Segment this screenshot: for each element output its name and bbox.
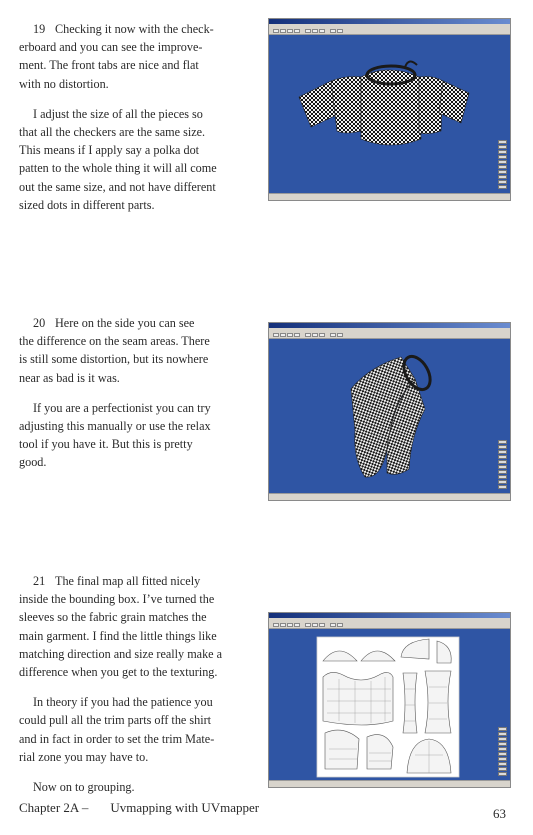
uvmapper-screenshot-checkered-shirt (268, 18, 511, 201)
uv-layout (269, 629, 510, 783)
text-line: The final map all fitted nicely (55, 574, 201, 588)
step-number: 20 (33, 316, 46, 330)
text-line: the difference on the seam areas. There (19, 334, 210, 349)
step-number: 19 (33, 22, 46, 36)
text-line: erboard and you can see the improve- (19, 40, 203, 55)
text-line: main garment. I find the little things like (19, 628, 217, 643)
text-line: If you are a perfectionist you can try (33, 400, 211, 415)
window-toolbar (269, 622, 510, 629)
text-line: rial zone you may have to. (19, 749, 149, 764)
uv-viewport (269, 629, 510, 781)
window-statusbar (269, 193, 510, 200)
text-line: This means if I apply say a polka dot (19, 143, 200, 158)
text-line: out the same size, and not have different (19, 179, 216, 194)
window-statusbar (269, 493, 510, 500)
page-number: 63 (493, 806, 506, 821)
text-line: sleeves so the fabric grain matches the (19, 610, 207, 625)
text-line: good. (19, 455, 47, 470)
step-20-text (19, 314, 259, 484)
text-line: I adjust the size of all the pieces so (33, 106, 203, 121)
text-line: matching direction and size really make a (19, 646, 223, 661)
text-line: patten to the whole thing it will all come (19, 161, 217, 176)
text-line: Now on to grouping. (33, 780, 135, 795)
checkered-shirt-side-model (269, 339, 510, 496)
step-number: 21 (33, 574, 46, 588)
window-toolbar (269, 28, 510, 35)
text-line: and in fact in order to set the trim Mate- (19, 731, 215, 746)
page-footer (19, 800, 259, 816)
uvmapper-screenshot-uv-map (268, 612, 511, 788)
text-line: difference when you get to the texturing. (19, 665, 218, 680)
text-line: sized dots in different parts. (19, 197, 155, 212)
text-line: could pull all the trim parts off the shirt (19, 713, 212, 728)
step-19-text (19, 20, 259, 226)
text-line: near as bad is it was. (19, 370, 120, 385)
tool-palette (498, 440, 507, 490)
step-21-text (19, 572, 259, 808)
text-line: In theory if you had the patience you (33, 695, 213, 710)
text-line: ment. The front tabs are nice and flat (19, 58, 199, 73)
3d-viewport (269, 35, 510, 194)
chapter-title: Uvmapping with UVmapper (110, 800, 260, 815)
text-line: Here on the side you can see (55, 316, 195, 330)
text-line: Checking it now with the check- (55, 22, 214, 36)
text-line: that all the checkers are the same size. (19, 125, 206, 140)
3d-viewport (269, 339, 510, 494)
checkered-shirt-model (269, 35, 510, 196)
window-statusbar (269, 780, 510, 787)
text-line: adjusting this manually or use the relax (19, 419, 211, 434)
chapter-label: Chapter 2A – (19, 800, 89, 815)
tool-palette (498, 140, 507, 190)
tool-palette (498, 727, 507, 777)
text-line: with no distortion. (19, 76, 109, 91)
uvmapper-screenshot-side-view (268, 322, 511, 501)
text-line: tool if you have it. But this is pretty (19, 437, 193, 452)
window-toolbar (269, 332, 510, 339)
text-line: inside the bounding box. I’ve turned the (19, 592, 215, 607)
text-line: is still some distortion, but its nowhere (19, 352, 209, 367)
